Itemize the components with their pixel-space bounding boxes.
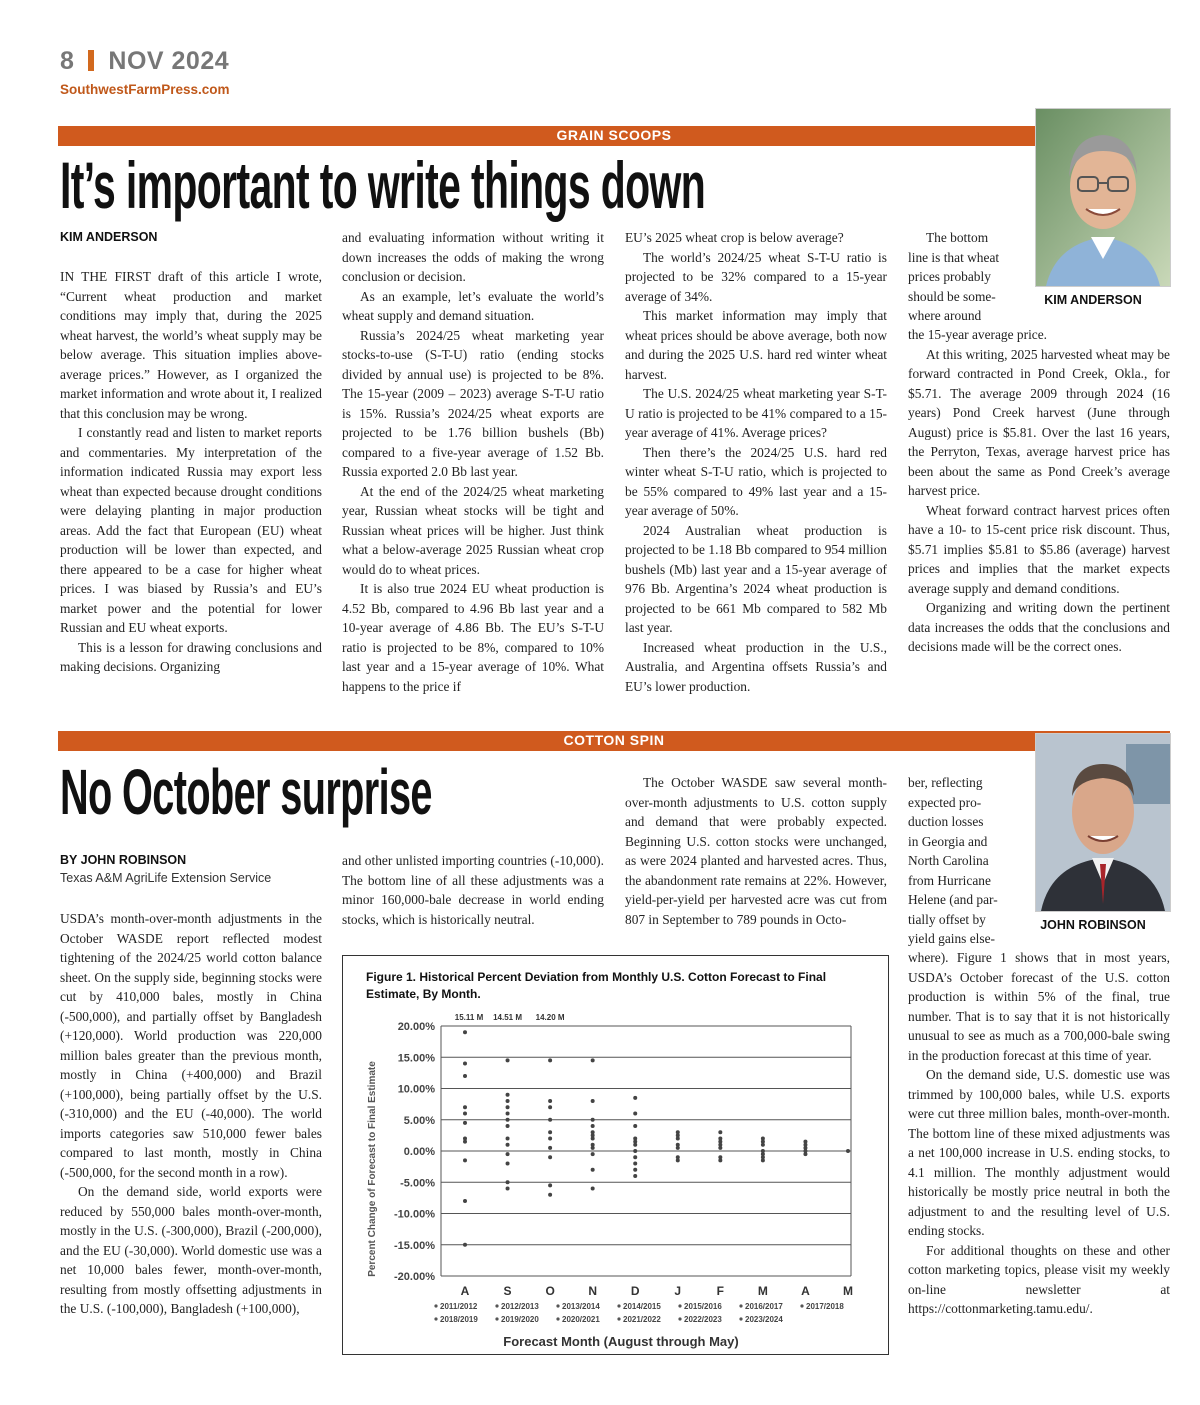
legend-marker — [800, 1304, 803, 1307]
outlier-label: 15.11 M — [454, 1013, 484, 1022]
paragraph: This market information may imply that wheat prices should be above average, both now and during the 2025 U.S. hard red winter wheat harvest. — [625, 308, 887, 382]
data-point — [591, 1099, 595, 1103]
article2-column-3 — [625, 773, 887, 929]
data-point — [548, 1155, 552, 1159]
data-point — [463, 1199, 467, 1203]
text-line: line is that wheat — [908, 249, 1000, 265]
data-point — [591, 1118, 595, 1122]
paragraph: This is a lesson for drawing conclusions and making decisions. Organizing — [60, 639, 322, 674]
portrait-image — [1036, 109, 1170, 286]
y-tick-label: 5.00% — [403, 1114, 435, 1127]
y-tick-label: 15.00% — [397, 1052, 435, 1065]
data-point — [633, 1155, 637, 1159]
y-tick-label: -20.00% — [394, 1271, 435, 1283]
text-line: prices probably — [908, 269, 991, 284]
paragraph: where). Figure 1 shows that in most years, USDA’s October forecast of the U.S. cotton production is within 5% of the final, true number. That is to say that it is not historically unusual to see as much as a 700,000-bale swing in the production forecast at this time of year. — [908, 950, 1170, 1063]
x-tick-label: N — [588, 1284, 598, 1298]
legend-entry: 2019/2020 — [501, 1315, 539, 1324]
x-tick-label: D — [630, 1284, 640, 1298]
data-point — [506, 1058, 510, 1062]
data-point — [633, 1162, 637, 1166]
paragraph: On the demand side, world exports were reduced by 550,000 bales month-over-month, mostly in the U.S. (-300,000), Brazil (-200,000), and the EU (-30,000). World domestic use was a net 10,000 bales fewer, month-over-month, resulting from mostly offsetting adjustments in the U.S. (-100,000), Bangladesh (+100,000), — [60, 1184, 322, 1316]
data-point — [591, 1152, 595, 1156]
legend-entry: 2023/2024 — [745, 1315, 783, 1324]
photo-caption-john-robinson: JOHN ROBINSON — [1040, 918, 1146, 932]
article1-column-4-wrap — [908, 228, 1026, 326]
legend-marker — [495, 1317, 498, 1320]
text-line: tially offset by — [908, 911, 986, 927]
legend-marker — [617, 1304, 620, 1307]
article2-column-4 — [908, 948, 1170, 1319]
data-point — [463, 1140, 467, 1144]
x-tick-label: A — [801, 1284, 810, 1298]
outlier-label: 14.20 M — [535, 1013, 565, 1022]
data-point — [548, 1118, 552, 1122]
data-point — [633, 1096, 637, 1100]
data-point — [633, 1143, 637, 1147]
data-point — [506, 1093, 510, 1097]
outlier-labels — [455, 1013, 565, 1022]
legend-entry: 2022/2023 — [684, 1315, 722, 1324]
y-tick-label: 10.00% — [397, 1083, 435, 1096]
data-point — [463, 1158, 467, 1162]
data-point — [633, 1174, 637, 1178]
y-tick-label: -10.00% — [394, 1208, 435, 1221]
page-number: 8 — [60, 47, 75, 75]
legend-marker — [556, 1304, 559, 1307]
legend-marker — [495, 1304, 498, 1307]
legend-entry: 2021/2022 — [623, 1315, 661, 1324]
x-tick-label: A — [460, 1284, 470, 1298]
outlier-label: 14.51 M — [493, 1013, 523, 1022]
legend-entry: 2017/2018 — [806, 1302, 844, 1311]
page-folio — [60, 47, 229, 76]
figure-title: Figure 1. Historical Percent Deviation from Monthly U.S. Cotton Forecast to Final Estimate, By Month. — [366, 970, 827, 1001]
data-point — [463, 1030, 467, 1034]
article1-headline: It’s important to write things down — [60, 148, 706, 222]
legend-entry: 2013/2014 — [562, 1302, 600, 1311]
section-label: COTTON SPIN — [563, 732, 665, 748]
data-point — [633, 1149, 637, 1153]
author-photo-john-robinson — [1035, 733, 1171, 912]
article2-column-2 — [342, 851, 604, 929]
article1-column-4 — [908, 325, 1170, 657]
data-point — [591, 1124, 595, 1128]
data-points — [463, 1030, 850, 1247]
text-line: expected pro- — [908, 794, 982, 810]
data-point — [591, 1146, 595, 1150]
section-band-cotton-spin — [58, 731, 1170, 751]
paragraph: USDA’s month-over-month adjustments in the October WASDE report reflected modest tightening of the 2024/25 world cotton balance sheet. On the supply side, beginning stocks were cut by 410,000 bales, mostly in China (-500,000), and partially offset by Bangladesh (+120,000). World production was 220,000 million bales greater than the previous month, mostly in China (+400,000) and Brazil (+100,000), being partially offset by the U.S. (-310,000) and the EU (-40,000). The world imports categories saw 510,000 fewer bales compared to last month, mostly in China (-500,000, for the second month in a row). — [60, 911, 322, 1180]
data-point — [633, 1168, 637, 1172]
data-point — [548, 1130, 552, 1134]
paragraph: Then there’s the 2024/25 U.S. hard red winter wheat S-T-U ratio, which is projected to be 55% compared to 49% last year and a 15-year average of 50%. — [625, 444, 887, 518]
data-point — [718, 1130, 722, 1134]
text-line: Helene (and par- — [908, 892, 998, 907]
issue-date: NOV 2024 — [108, 47, 230, 75]
legend-marker — [678, 1304, 681, 1307]
legend-entry: 2015/2016 — [684, 1302, 722, 1311]
data-point — [548, 1193, 552, 1197]
legend-marker — [434, 1304, 437, 1307]
data-point — [463, 1105, 467, 1109]
data-point — [548, 1099, 552, 1103]
legend-marker — [617, 1317, 620, 1320]
legend-entry: 2011/2012 — [440, 1302, 478, 1311]
legend-entry: 2018/2019 — [440, 1315, 478, 1324]
data-point — [676, 1137, 680, 1141]
paragraph: On the demand side, U.S. domestic use was trimmed by 100,000 bales, while U.S. exports were cut three million bales, month-over-month. The bottom line of these mixed adjustments was a net 100,000 increase in U.S. ending stocks, to 4.1 million. The monthly adjustment would historically be mostly price neutral in both the adjustment to and the resulting level of U.S. ending stocks. — [908, 1067, 1170, 1238]
paragraph: EU’s 2025 wheat crop is below average? — [625, 230, 844, 245]
data-point — [761, 1158, 765, 1162]
data-point — [506, 1152, 510, 1156]
text-line: yield gains else- — [908, 931, 996, 946]
article2-column-4-wrap — [908, 773, 1026, 949]
data-point — [548, 1137, 552, 1141]
x-tick-label: M — [843, 1284, 853, 1298]
folio-divider — [88, 50, 94, 71]
data-point — [506, 1124, 510, 1128]
data-point — [803, 1152, 807, 1156]
text-line: The bottom — [926, 230, 989, 245]
x-tick-label: J — [674, 1284, 682, 1298]
chart-grid — [441, 1026, 851, 1276]
legend-marker — [739, 1304, 742, 1307]
article1-column-3 — [625, 228, 887, 696]
legend-marker — [556, 1317, 559, 1320]
data-point — [548, 1146, 552, 1150]
paragraph: It is also true 2024 EU wheat production is 4.52 Bb, compared to 4.96 Bb last year and a 10-year average of 4.86 Bb. The EU’s S-T-U ratio is projected to be 8%, compared to 10% last year and a 15-year average of 10%. What happens to the price if — [342, 581, 604, 694]
scatter-chart — [343, 956, 888, 1354]
data-point — [548, 1105, 552, 1109]
text-line: North Carolina — [908, 853, 989, 868]
x-tick-label: M — [757, 1284, 768, 1298]
paragraph: At this writing, 2025 harvested wheat may be forward contracted in Pond Creek, Okla., for $5.71. The average 2009 through 2024 (16 years) Pond Creek harvest (June through August) price is $5.81. Over the last 16 years, the Perryton, Texas, average harvest price has been about the same as Pond Creek’s average harvest price. — [908, 346, 1170, 498]
data-point — [506, 1099, 510, 1103]
text-line: in Georgia and — [908, 833, 988, 849]
paragraph: For additional thoughts on these and other cotton marketing topics, please visit my weekly on-line newsletter at https://cottonmarketing.tamu.edu/. — [908, 1242, 1170, 1316]
paragraph: and evaluating information without writing it down increases the odds of making the wrong conclusion or decision. — [342, 230, 604, 284]
paragraph: and other unlisted importing countries (-10,000). The bottom line of all these adjustments was a minor 160,000-bale decrease in world ending stocks, which is historically neutral. — [342, 853, 604, 927]
author-photo-kim-anderson — [1035, 108, 1171, 287]
article1-column-1 — [60, 267, 322, 677]
chart-legend — [434, 1302, 844, 1324]
data-point — [506, 1112, 510, 1116]
data-point — [506, 1187, 510, 1191]
data-point — [506, 1118, 510, 1122]
data-point — [676, 1146, 680, 1150]
paragraph: 2024 Australian wheat production is projected to be 1.18 Bb compared to 954 million bushels (Mb) last year and a 15-year average of 976 Bb. Argentina’s 2024 wheat production is projected to be 661 Mb compared to 582 Mb last year. — [625, 522, 887, 635]
site-url[interactable]: SouthwestFarmPress.com — [60, 82, 230, 97]
text-line: duction losses — [908, 814, 984, 829]
text-line: should be some- — [908, 288, 996, 304]
data-point — [761, 1143, 765, 1147]
text-line: where around — [908, 308, 982, 323]
text-line: from Hurricane — [908, 872, 991, 888]
photo-caption-kim-anderson: KIM ANDERSON — [1044, 293, 1142, 307]
data-point — [633, 1124, 637, 1128]
y-axis-ticks — [394, 1021, 435, 1283]
paragraph: IN THE FIRST draft of this article I wrote, “Current wheat production and market conditions may imply that, during the 2025 wheat harvest, the world’s wheat supply may be below average. This situation implies above-average prices.” However, as I organized the market information and wrote about it, I realized that this conclusion may be wrong. — [60, 269, 322, 421]
legend-entry: 2012/2013 — [501, 1302, 539, 1311]
article1-column-2 — [342, 228, 604, 696]
paragraph: The world’s 2024/25 wheat S-T-U ratio is projected to be 32% compared to a 15-year average of 34%. — [625, 249, 887, 304]
legend-entry: 2014/2015 — [623, 1302, 661, 1311]
data-point — [463, 1121, 467, 1125]
data-point — [846, 1149, 850, 1153]
article2-affiliation: Texas A&M AgriLife Extension Service — [60, 871, 272, 885]
y-tick-label: 20.00% — [397, 1021, 435, 1033]
text-line: ber, reflecting — [908, 775, 983, 790]
article1-byline: KIM ANDERSON — [60, 230, 158, 244]
section-band-grain-scoops — [58, 126, 1170, 146]
paragraph: Wheat forward contract harvest prices often have a 10- to 15-cent price risk discount. Thus, $5.71 implies $5.81 to $5.86 (average) harvest prices and implies that the market expects average supply and demand conditions. — [908, 502, 1170, 596]
portrait-image — [1036, 734, 1170, 911]
data-point — [633, 1112, 637, 1116]
paragraph: the 15-year average price. — [908, 327, 1048, 342]
figure-1-box — [342, 955, 889, 1355]
legend-marker — [739, 1317, 742, 1320]
data-point — [463, 1074, 467, 1078]
article2-column-1 — [60, 909, 322, 1319]
data-point — [463, 1243, 467, 1247]
article2-byline: BY JOHN ROBINSON — [60, 853, 187, 867]
legend-marker — [434, 1317, 437, 1320]
legend-marker — [678, 1317, 681, 1320]
data-point — [718, 1146, 722, 1150]
legend-entry: 2020/2021 — [562, 1315, 600, 1324]
paragraph: As an example, let’s evaluate the world’s wheat supply and demand situation. — [342, 288, 604, 323]
data-point — [463, 1112, 467, 1116]
paragraph: Organizing and writing down the pertinent data increases the odds that the conclusions and decisions made will be the correct ones. — [908, 600, 1170, 654]
data-point — [506, 1143, 510, 1147]
y-tick-label: -15.00% — [394, 1239, 435, 1252]
x-tick-label: F — [716, 1284, 725, 1298]
paragraph: At the end of the 2024/25 wheat marketing year, Russian wheat stocks will be tight and Russian wheat prices will be higher. Just think what a below-average 2025 Russian wheat crop would do to wheat prices. — [342, 483, 604, 577]
data-point — [591, 1137, 595, 1141]
y-tick-label: 0.00% — [403, 1146, 435, 1158]
data-point — [506, 1162, 510, 1166]
x-axis-label: Forecast Month (August through May) — [503, 1334, 739, 1349]
paragraph: I constantly read and listen to market reports and commentaries. My interpretation of the information indicated Russia may export less wheat than expected because drought conditions were delaying planting in major production areas. Add the fact that European (EU) wheat production will be lower than expected, and there appeared to be a case for higher wheat prices. I was biased by Russia’s and EU’s market power and the potential for lower Russian and EU wheat exports. — [60, 425, 322, 635]
x-tick-label: S — [503, 1284, 512, 1298]
data-point — [463, 1062, 467, 1066]
paragraph: The October WASDE saw several month-over-month adjustments to U.S. cotton supply and demand that were probably expected. Beginning U.S. cotton stocks were unchanged, as were 2024 planted and harvested acres. Thus, the abandonment rate remains at 22%. However, yield-per-yield per harvested acre was cut from 807 in September to 789 pounds in Octo- — [625, 775, 887, 927]
paragraph: The U.S. 2024/25 wheat marketing year S-T-U ratio is projected to be 41% compared to a 15-year average of 41%. Average prices? — [625, 386, 887, 440]
y-axis-label: Percent Change of Forecast to Final Estimate — [367, 1061, 378, 1277]
data-point — [591, 1187, 595, 1191]
article2-headline: No October surprise — [60, 756, 432, 828]
data-point — [506, 1137, 510, 1141]
data-point — [506, 1180, 510, 1184]
data-point — [676, 1158, 680, 1162]
x-axis-ticks — [461, 1284, 853, 1298]
paragraph: Increased wheat production in the U.S., Australia, and Argentina offsets Russia’s and EU’s lower production. — [625, 639, 887, 694]
data-point — [506, 1105, 510, 1109]
data-point — [548, 1058, 552, 1062]
data-point — [591, 1168, 595, 1172]
data-point — [548, 1183, 552, 1187]
legend-entry: 2016/2017 — [745, 1302, 783, 1311]
data-point — [718, 1158, 722, 1162]
paragraph: Russia’s 2024/25 wheat marketing year stocks-to-use (S-T-U) ratio (ending stocks divided by annual use) is projected to be 8%. The 15-year (2009 – 2023) average S-T-U ratio is 15%. Russia’s 2024/25 wheat exports are projected to be 1.76 billion bushels (Bb) compared to a five-year average of 1.52 Bb. Russia exported 2.0 Bb last year. — [342, 327, 604, 479]
section-label: GRAIN SCOOPS — [556, 127, 672, 143]
data-point — [591, 1058, 595, 1062]
x-tick-label: O — [545, 1284, 555, 1298]
y-tick-label: -5.00% — [400, 1177, 435, 1190]
